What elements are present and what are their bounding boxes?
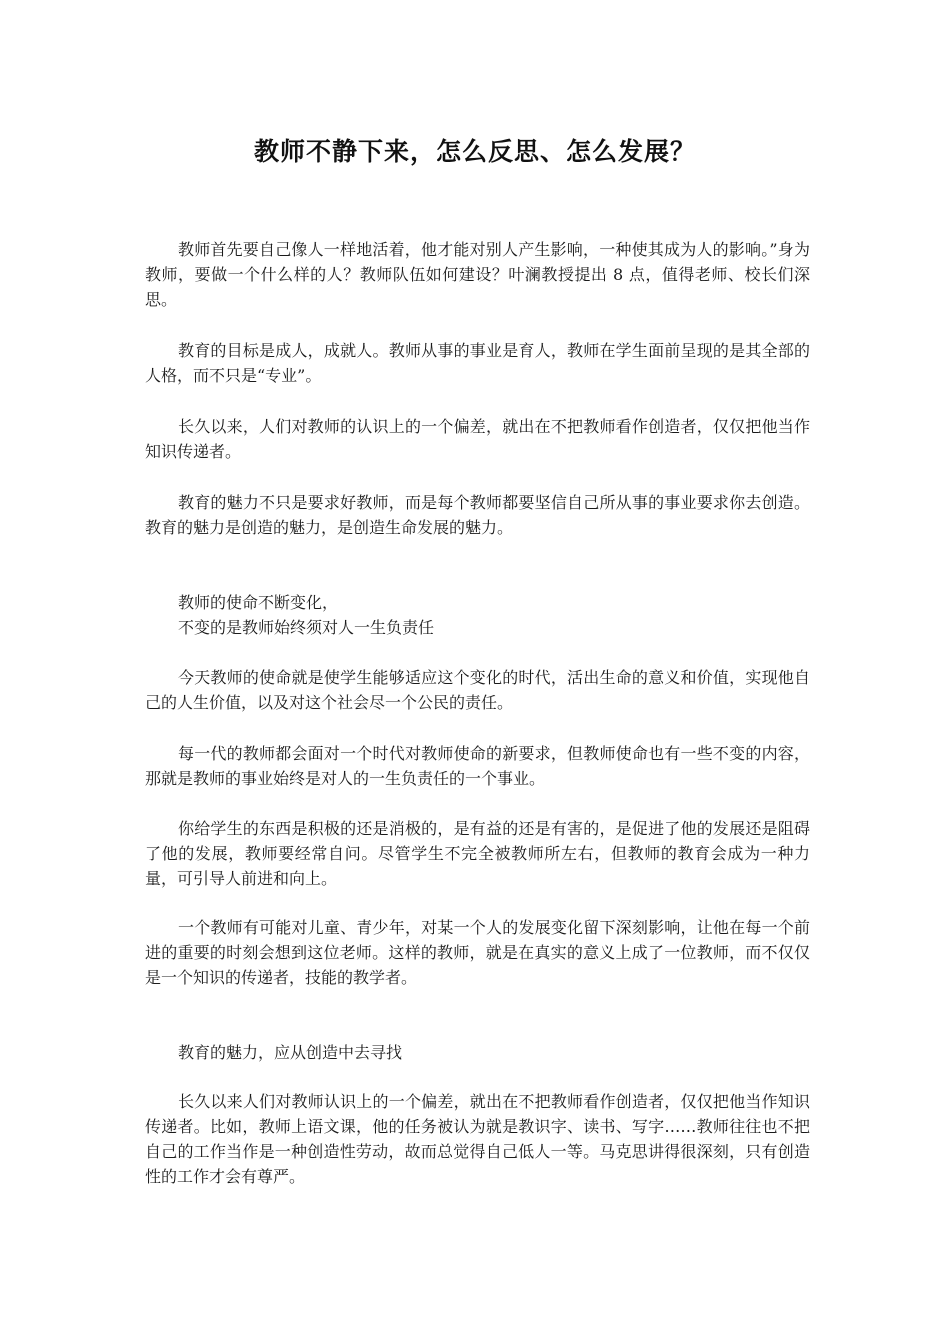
section-1-heading-line-2: 不变的是教师始终须对人一生负责任 — [178, 618, 435, 637]
section-2-paragraph-1: 长久以来人们对教师认识上的一个偏差，就出在不把教师看作创造者，仅仅把他当作知识传递者。比如，教师上语文课，他的任务被认为就是教识字、读书、写字……教师往往也不把自己的工作当作是一种创造性劳动，故而总觉得自己低人一等。马克思讲得很深刻，只有创造性的工作才会有尊严。 — [145, 1092, 810, 1186]
section-1-paragraph-2: 每一代的教师都会面对一个时代对教师使命的新要求，但教师使命也有一些不变的内容，那就是教师的事业始终是对人的一生负责任的一个事业。 — [145, 744, 810, 788]
section-2-heading: 教育的魅力，应从创造中去寻找 — [178, 1043, 403, 1062]
paragraph-intro-4: 教育的魅力不只是要求好教师，而是每个教师都要坚信自己所从事的事业要求你去创造。教育的魅力是创造的魅力，是创造生命发展的魅力。 — [145, 493, 810, 537]
paragraph-intro-1: 教师首先要自己像人一样地活着，他才能对别人产生影响，一种使其成为人的影响。”身为教师，要做一个什么样的人？教师队伍如何建设？叶澜教授提出 8 点，值得老师、校长们深思。 — [145, 240, 810, 309]
section-1-paragraph-4: 一个教师有可能对儿童、青少年，对某一个人的发展变化留下深刻影响，让他在每一个前进的重要的时刻会想到这位老师。这样的教师，就是在真实的意义上成了一位教师，而不仅仅是一个知识的传递者，技能的教学者。 — [145, 918, 810, 987]
paragraph-intro-3: 长久以来，人们对教师的认识上的一个偏差，就出在不把教师看作创造者，仅仅把他当作知识传递者。 — [145, 417, 810, 461]
section-1-paragraph-1: 今天教师的使命就是使学生能够适应这个变化的时代，活出生命的意义和价值，实现他自己的人生价值，以及对这个社会尽一个公民的责任。 — [145, 668, 810, 712]
document-title: 教师不静下来，怎么反思、怎么发展？ — [253, 137, 696, 166]
section-1-paragraph-3: 你给学生的东西是积极的还是消极的，是有益的还是有害的，是促进了他的发展还是阻碍了他的发展，教师要经常自问。尽管学生不完全被教师所左右，但教师的教育会成为一种力量，可引导人前进和向上。 — [145, 819, 810, 888]
section-1-heading-line-1: 教师的使命不断变化， — [178, 593, 339, 612]
paragraph-intro-2: 教育的目标是成人，成就人。教师从事的事业是育人，教师在学生面前呈现的是其全部的人格，而不只是“专业”。 — [145, 341, 810, 385]
